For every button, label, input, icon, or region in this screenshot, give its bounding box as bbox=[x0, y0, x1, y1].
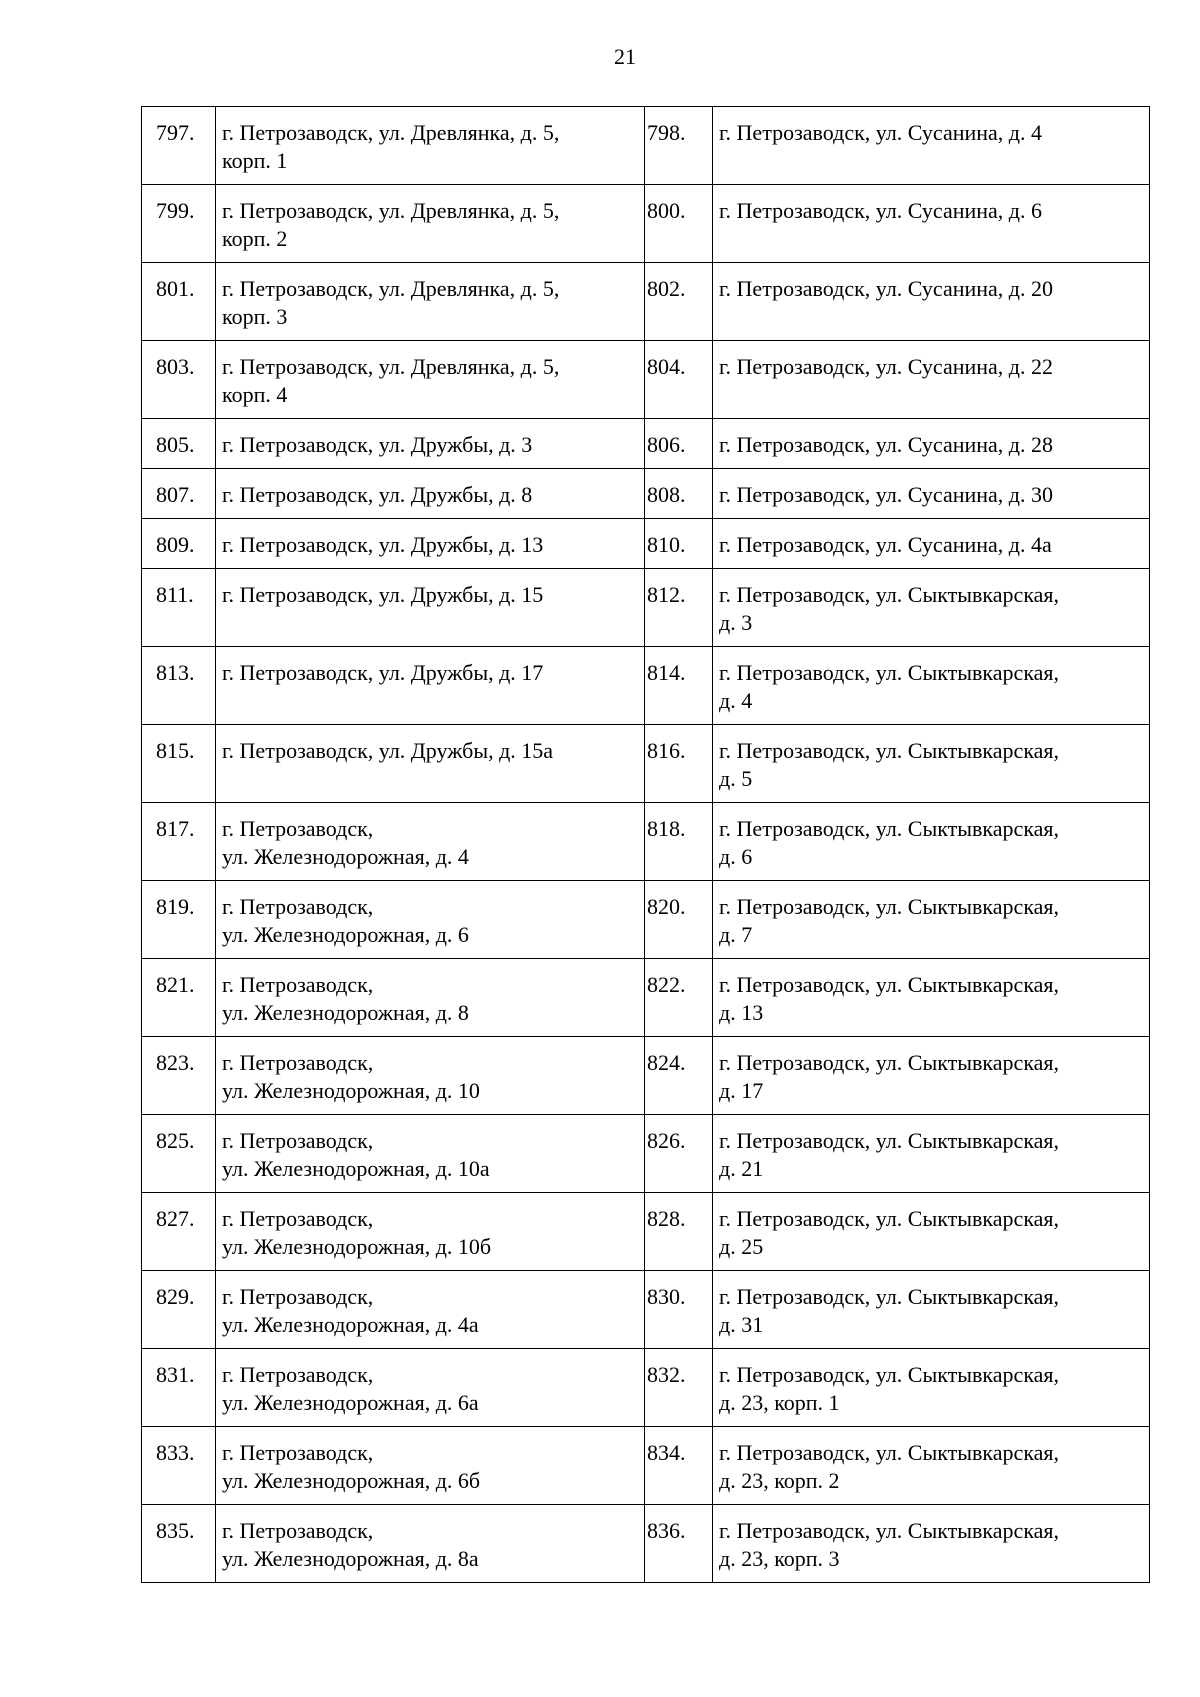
address-line: г. Петрозаводск, ул. Сыктывкарская, bbox=[719, 1518, 1060, 1543]
address-line: г. Петрозаводск, ул. Сыктывкарская, bbox=[719, 1362, 1060, 1387]
address-left bbox=[216, 1193, 645, 1271]
address-right bbox=[713, 469, 1150, 519]
address-line: г. Петрозаводск, bbox=[222, 1206, 374, 1231]
address-right bbox=[713, 881, 1150, 959]
row-number-right: 824. bbox=[645, 1037, 713, 1115]
table-row bbox=[142, 803, 1150, 881]
table-row bbox=[142, 1349, 1150, 1427]
address-line: г. Петрозаводск, ул. Сыктывкарская, bbox=[719, 1128, 1060, 1153]
row-number-left: 825. bbox=[142, 1115, 216, 1193]
address-right bbox=[713, 1271, 1150, 1349]
row-number-left: 809. bbox=[142, 519, 216, 569]
address-left bbox=[216, 1505, 645, 1583]
address-line: д. 25 bbox=[719, 1234, 764, 1259]
table-row bbox=[142, 419, 1150, 469]
address-right bbox=[713, 1349, 1150, 1427]
address-line: г. Петрозаводск, ул. Сусанина, д. 4а bbox=[719, 532, 1052, 557]
address-line: г. Петрозаводск, ул. Сусанина, д. 22 bbox=[719, 354, 1053, 379]
row-number-left: 801. bbox=[142, 263, 216, 341]
table-row bbox=[142, 569, 1150, 647]
address-line: г. Петрозаводск, bbox=[222, 1284, 374, 1309]
row-number-right: 804. bbox=[645, 341, 713, 419]
address-line: д. 3 bbox=[719, 610, 753, 635]
row-number-left: 815. bbox=[142, 725, 216, 803]
address-line: ул. Железнодорожная, д. 10 bbox=[222, 1078, 480, 1103]
address-line: д. 13 bbox=[719, 1000, 764, 1025]
address-left bbox=[216, 1349, 645, 1427]
address-line: г. Петрозаводск, ул. Сусанина, д. 4 bbox=[719, 120, 1042, 145]
address-table bbox=[141, 106, 1150, 1583]
address-line: г. Петрозаводск, ул. Древлянка, д. 5, bbox=[222, 354, 560, 379]
address-left bbox=[216, 519, 645, 569]
address-line: ул. Железнодорожная, д. 8а bbox=[222, 1546, 479, 1571]
address-left bbox=[216, 803, 645, 881]
row-number-right: 798. bbox=[645, 107, 713, 185]
table-row bbox=[142, 519, 1150, 569]
table-row bbox=[142, 959, 1150, 1037]
row-number-right: 806. bbox=[645, 419, 713, 469]
table-row bbox=[142, 1505, 1150, 1583]
address-line: д. 17 bbox=[719, 1078, 764, 1103]
address-left bbox=[216, 1115, 645, 1193]
table-row bbox=[142, 185, 1150, 263]
row-number-left: 807. bbox=[142, 469, 216, 519]
row-number-left: 813. bbox=[142, 647, 216, 725]
address-left bbox=[216, 469, 645, 519]
address-line: г. Петрозаводск, ул. Дружбы, д. 15а bbox=[222, 738, 554, 763]
row-number-right: 818. bbox=[645, 803, 713, 881]
row-number-right: 836. bbox=[645, 1505, 713, 1583]
address-left bbox=[216, 341, 645, 419]
address-line: корп. 2 bbox=[222, 226, 288, 251]
address-right bbox=[713, 569, 1150, 647]
address-line: ул. Железнодорожная, д. 10б bbox=[222, 1234, 492, 1259]
address-line: г. Петрозаводск, bbox=[222, 894, 374, 919]
table-row bbox=[142, 1037, 1150, 1115]
address-line: ул. Железнодорожная, д. 6 bbox=[222, 922, 469, 947]
row-number-right: 800. bbox=[645, 185, 713, 263]
row-number-left: 803. bbox=[142, 341, 216, 419]
address-right bbox=[713, 263, 1150, 341]
address-line: г. Петрозаводск, ул. Сыктывкарская, bbox=[719, 816, 1060, 841]
address-line: г. Петрозаводск, ул. Дружбы, д. 8 bbox=[222, 482, 533, 507]
row-number-right: 832. bbox=[645, 1349, 713, 1427]
table-row bbox=[142, 1115, 1150, 1193]
address-right bbox=[713, 647, 1150, 725]
address-line: г. Петрозаводск, bbox=[222, 1362, 374, 1387]
address-left bbox=[216, 1427, 645, 1505]
address-right bbox=[713, 725, 1150, 803]
address-right bbox=[713, 185, 1150, 263]
address-line: г. Петрозаводск, bbox=[222, 816, 374, 841]
address-line: г. Петрозаводск, ул. Древлянка, д. 5, bbox=[222, 276, 560, 301]
table-row bbox=[142, 1427, 1150, 1505]
address-line: ул. Железнодорожная, д. 4а bbox=[222, 1312, 479, 1337]
address-line: г. Петрозаводск, ул. Дружбы, д. 3 bbox=[222, 432, 533, 457]
address-left bbox=[216, 185, 645, 263]
address-line: г. Петрозаводск, ул. Дружбы, д. 17 bbox=[222, 660, 544, 685]
row-number-right: 808. bbox=[645, 469, 713, 519]
table-row bbox=[142, 469, 1150, 519]
address-line: д. 7 bbox=[719, 922, 753, 947]
row-number-left: 829. bbox=[142, 1271, 216, 1349]
row-number-right: 822. bbox=[645, 959, 713, 1037]
address-line: г. Петрозаводск, ул. Дружбы, д. 15 bbox=[222, 582, 544, 607]
address-line: д. 4 bbox=[719, 688, 753, 713]
row-number-right: 812. bbox=[645, 569, 713, 647]
row-number-left: 819. bbox=[142, 881, 216, 959]
address-right bbox=[713, 1115, 1150, 1193]
row-number-left: 833. bbox=[142, 1427, 216, 1505]
row-number-left: 797. bbox=[142, 107, 216, 185]
address-line: г. Петрозаводск, ул. Сыктывкарская, bbox=[719, 894, 1060, 919]
row-number-right: 820. bbox=[645, 881, 713, 959]
address-right bbox=[713, 1193, 1150, 1271]
address-line: д. 23, корп. 3 bbox=[719, 1546, 840, 1571]
address-right bbox=[713, 1505, 1150, 1583]
address-left bbox=[216, 881, 645, 959]
address-line: ул. Железнодорожная, д. 10а bbox=[222, 1156, 490, 1181]
address-left bbox=[216, 569, 645, 647]
table-row bbox=[142, 107, 1150, 185]
address-line: ул. Железнодорожная, д. 4 bbox=[222, 844, 469, 869]
row-number-right: 814. bbox=[645, 647, 713, 725]
address-left bbox=[216, 107, 645, 185]
address-line: корп. 3 bbox=[222, 304, 288, 329]
address-line: д. 6 bbox=[719, 844, 753, 869]
address-line: г. Петрозаводск, bbox=[222, 1440, 374, 1465]
address-line: г. Петрозаводск, bbox=[222, 1050, 374, 1075]
row-number-right: 834. bbox=[645, 1427, 713, 1505]
address-left bbox=[216, 959, 645, 1037]
table-row bbox=[142, 881, 1150, 959]
address-left bbox=[216, 1271, 645, 1349]
address-line: г. Петрозаводск, ул. Сыктывкарская, bbox=[719, 660, 1060, 685]
address-line: д. 31 bbox=[719, 1312, 764, 1337]
row-number-right: 830. bbox=[645, 1271, 713, 1349]
row-number-left: 799. bbox=[142, 185, 216, 263]
address-right bbox=[713, 1037, 1150, 1115]
table-row bbox=[142, 1271, 1150, 1349]
address-right bbox=[713, 959, 1150, 1037]
address-line: г. Петрозаводск, ул. Древлянка, д. 5, bbox=[222, 120, 560, 145]
table-row bbox=[142, 1193, 1150, 1271]
address-right bbox=[713, 107, 1150, 185]
address-line: г. Петрозаводск, ул. Сусанина, д. 28 bbox=[719, 432, 1053, 457]
address-line: г. Петрозаводск, bbox=[222, 972, 374, 997]
address-right bbox=[713, 341, 1150, 419]
address-line: д. 23, корп. 2 bbox=[719, 1468, 840, 1493]
address-line: ул. Железнодорожная, д. 6б bbox=[222, 1468, 481, 1493]
address-line: ул. Железнодорожная, д. 8 bbox=[222, 1000, 469, 1025]
address-left bbox=[216, 725, 645, 803]
table-row bbox=[142, 725, 1150, 803]
address-line: ул. Железнодорожная, д. 6а bbox=[222, 1390, 479, 1415]
row-number-left: 831. bbox=[142, 1349, 216, 1427]
address-line: г. Петрозаводск, ул. Сусанина, д. 30 bbox=[719, 482, 1053, 507]
address-right bbox=[713, 1427, 1150, 1505]
address-line: корп. 1 bbox=[222, 148, 288, 173]
address-line: г. Петрозаводск, ул. Дружбы, д. 13 bbox=[222, 532, 544, 557]
address-line: г. Петрозаводск, bbox=[222, 1128, 374, 1153]
address-line: г. Петрозаводск, ул. Древлянка, д. 5, bbox=[222, 198, 560, 223]
address-table-body bbox=[142, 107, 1150, 1583]
row-number-right: 826. bbox=[645, 1115, 713, 1193]
address-right bbox=[713, 519, 1150, 569]
address-right bbox=[713, 419, 1150, 469]
address-line: г. Петрозаводск, ул. Сыктывкарская, bbox=[719, 582, 1060, 607]
address-line: г. Петрозаводск, ул. Сыктывкарская, bbox=[719, 1284, 1060, 1309]
address-left bbox=[216, 263, 645, 341]
address-line: г. Петрозаводск, ул. Сыктывкарская, bbox=[719, 1206, 1060, 1231]
address-left bbox=[216, 647, 645, 725]
row-number-left: 835. bbox=[142, 1505, 216, 1583]
row-number-right: 828. bbox=[645, 1193, 713, 1271]
row-number-left: 817. bbox=[142, 803, 216, 881]
address-line: г. Петрозаводск, ул. Сусанина, д. 20 bbox=[719, 276, 1053, 301]
row-number-left: 827. bbox=[142, 1193, 216, 1271]
row-number-left: 805. bbox=[142, 419, 216, 469]
page-number: 21 bbox=[614, 44, 636, 69]
address-right bbox=[713, 803, 1150, 881]
address-line: г. Петрозаводск, ул. Сыктывкарская, bbox=[719, 1440, 1060, 1465]
address-line: д. 5 bbox=[719, 766, 753, 791]
address-left bbox=[216, 419, 645, 469]
address-line: г. Петрозаводск, ул. Сусанина, д. 6 bbox=[719, 198, 1042, 223]
row-number-left: 823. bbox=[142, 1037, 216, 1115]
address-left bbox=[216, 1037, 645, 1115]
table-row bbox=[142, 341, 1150, 419]
address-line: г. Петрозаводск, ул. Сыктывкарская, bbox=[719, 738, 1060, 763]
table-row bbox=[142, 263, 1150, 341]
address-line: корп. 4 bbox=[222, 382, 288, 407]
row-number-left: 811. bbox=[142, 569, 216, 647]
row-number-left: 821. bbox=[142, 959, 216, 1037]
table-row bbox=[142, 647, 1150, 725]
row-number-right: 810. bbox=[645, 519, 713, 569]
address-line: г. Петрозаводск, bbox=[222, 1518, 374, 1543]
address-line: г. Петрозаводск, ул. Сыктывкарская, bbox=[719, 1050, 1060, 1075]
row-number-right: 816. bbox=[645, 725, 713, 803]
address-line: г. Петрозаводск, ул. Сыктывкарская, bbox=[719, 972, 1060, 997]
row-number-right: 802. bbox=[645, 263, 713, 341]
address-line: д. 21 bbox=[719, 1156, 764, 1181]
address-line: д. 23, корп. 1 bbox=[719, 1390, 840, 1415]
